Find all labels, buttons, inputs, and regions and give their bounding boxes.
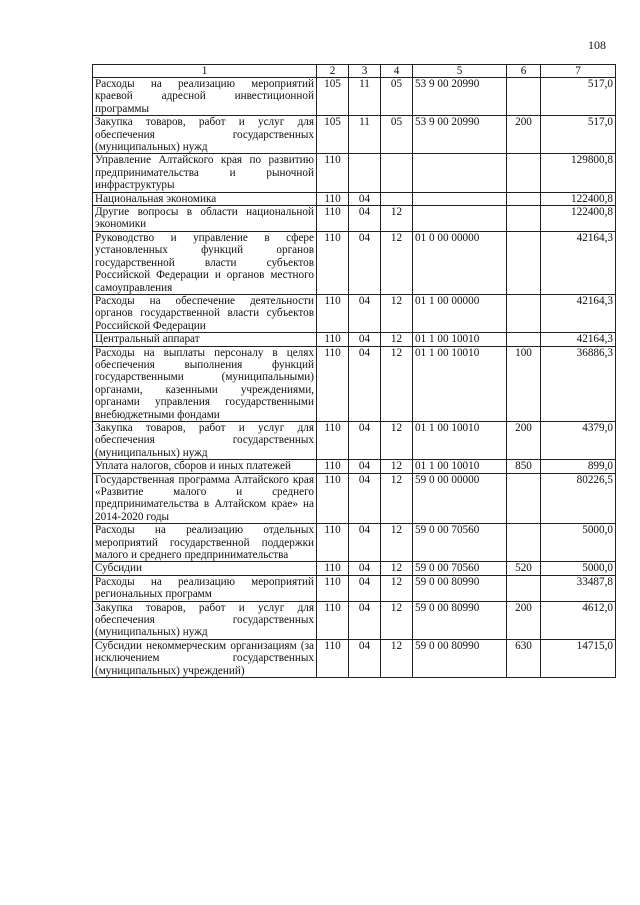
row-name-cell: Управление Алтайского края по развитию предпринимательства и рыночной инфраструктуры (93, 154, 317, 192)
row-section-cell: 04 (349, 460, 381, 473)
row-amount-cell: 14715,0 (541, 639, 616, 677)
row-amount-cell: 5000,0 (541, 562, 616, 575)
row-section-cell: 04 (349, 639, 381, 677)
row-section-cell: 04 (349, 562, 381, 575)
row-target-code-cell: 53 9 00 20990 (413, 116, 507, 154)
row-name-cell: Закупка товаров, работ и услуг для обеспечения государственных (муниципальных) нужд (93, 421, 317, 459)
row-amount-cell: 4612,0 (541, 601, 616, 639)
row-subsection-cell: 12 (381, 294, 413, 332)
table-row (93, 192, 616, 205)
row-target-code-cell (413, 192, 507, 205)
row-name-cell: Уплата налогов, сборов и иных платежей (93, 460, 317, 473)
row-name-cell: Расходы на реализацию отдельных мероприятий государственной поддержки малого и среднего предпринимательства (93, 524, 317, 562)
row-target-code-cell: 01 1 00 10010 (413, 460, 507, 473)
header-col-1: 1 (93, 65, 317, 78)
table-row (93, 206, 616, 232)
row-subsection-cell: 12 (381, 346, 413, 421)
row-section-cell: 04 (349, 333, 381, 346)
page-number: 108 (588, 38, 606, 52)
row-name-cell: Другие вопросы в области национальной экономики (93, 206, 317, 232)
row-expense-type-cell (507, 231, 541, 294)
table-row (93, 524, 616, 562)
row-expense-type-cell (507, 575, 541, 601)
row-section-cell: 04 (349, 421, 381, 459)
budget-table (92, 64, 616, 678)
row-subsection-cell: 12 (381, 562, 413, 575)
header-col-6: 6 (507, 65, 541, 78)
row-section-cell: 04 (349, 294, 381, 332)
header-col-2: 2 (317, 65, 349, 78)
row-expense-type-cell (507, 78, 541, 116)
row-section-cell: 11 (349, 78, 381, 116)
row-target-code-cell: 01 1 00 10010 (413, 333, 507, 346)
row-amount-cell: 517,0 (541, 116, 616, 154)
row-section-cell: 04 (349, 231, 381, 294)
row-subsection-cell (381, 192, 413, 205)
row-section-cell: 04 (349, 346, 381, 421)
row-subsection-cell: 12 (381, 473, 413, 524)
row-name-cell: Субсидии (93, 562, 317, 575)
row-expense-type-cell (507, 192, 541, 205)
row-name-cell: Расходы на выплаты персоналу в целях обеспечения выполнения функций государственными (муниципальными) органами, казенными учреждениями, органами управления государственными внебюджетными фондами (93, 346, 317, 421)
row-name-cell: Национальная экономика (93, 192, 317, 205)
row-target-code-cell: 53 9 00 20990 (413, 78, 507, 116)
row-subsection-cell: 12 (381, 206, 413, 232)
row-target-code-cell: 01 1 00 00000 (413, 294, 507, 332)
row-expense-type-cell: 200 (507, 601, 541, 639)
row-target-code-cell: 59 0 00 00000 (413, 473, 507, 524)
row-admin-code-cell: 110 (317, 333, 349, 346)
row-subsection-cell: 12 (381, 231, 413, 294)
row-expense-type-cell (507, 473, 541, 524)
table-row (93, 473, 616, 524)
row-admin-code-cell: 110 (317, 154, 349, 192)
row-name-cell: Руководство и управление в сфере установленных функций органов государственной власти субъектов Российской Федерации и органов местного самоуправления (93, 231, 317, 294)
row-amount-cell: 36886,3 (541, 346, 616, 421)
row-name-cell: Закупка товаров, работ и услуг для обеспечения государственных (муниципальных) нужд (93, 116, 317, 154)
row-admin-code-cell: 110 (317, 473, 349, 524)
table-header-row (93, 65, 616, 78)
row-subsection-cell: 05 (381, 78, 413, 116)
row-subsection-cell: 12 (381, 575, 413, 601)
row-admin-code-cell: 110 (317, 575, 349, 601)
row-admin-code-cell: 110 (317, 421, 349, 459)
table-row (93, 639, 616, 677)
row-target-code-cell: 59 0 00 80990 (413, 639, 507, 677)
row-target-code-cell (413, 154, 507, 192)
row-admin-code-cell: 110 (317, 192, 349, 205)
header-col-3: 3 (349, 65, 381, 78)
row-section-cell: 04 (349, 524, 381, 562)
table-row (93, 116, 616, 154)
row-section-cell: 04 (349, 192, 381, 205)
row-amount-cell: 4379,0 (541, 421, 616, 459)
header-col-4: 4 (381, 65, 413, 78)
row-target-code-cell: 01 1 00 10010 (413, 346, 507, 421)
row-name-cell: Расходы на обеспечение деятельности органов государственной власти субъектов Российской Федерации (93, 294, 317, 332)
table-row (93, 460, 616, 473)
row-subsection-cell: 12 (381, 524, 413, 562)
row-expense-type-cell (507, 524, 541, 562)
row-admin-code-cell: 110 (317, 460, 349, 473)
row-amount-cell: 129800,8 (541, 154, 616, 192)
row-expense-type-cell: 630 (507, 639, 541, 677)
row-name-cell: Расходы на реализацию мероприятий краевой адресной инвестиционной программы (93, 78, 317, 116)
row-target-code-cell: 01 1 00 10010 (413, 421, 507, 459)
row-admin-code-cell: 110 (317, 639, 349, 677)
row-expense-type-cell (507, 154, 541, 192)
row-admin-code-cell: 110 (317, 346, 349, 421)
row-section-cell: 04 (349, 575, 381, 601)
row-target-code-cell: 59 0 00 70560 (413, 562, 507, 575)
row-amount-cell: 80226,5 (541, 473, 616, 524)
row-admin-code-cell: 110 (317, 524, 349, 562)
row-name-cell: Субсидии некоммерческим организациям (за исключением государственных (муниципальных) учреждений) (93, 639, 317, 677)
table-row (93, 346, 616, 421)
row-section-cell: 04 (349, 206, 381, 232)
row-admin-code-cell: 110 (317, 231, 349, 294)
row-admin-code-cell: 110 (317, 601, 349, 639)
row-name-cell: Государственная программа Алтайского края «Развитие малого и среднего предпринимательства в Алтайском крае» на 2014-2020 годы (93, 473, 317, 524)
table-row (93, 294, 616, 332)
row-expense-type-cell: 100 (507, 346, 541, 421)
table-row (93, 562, 616, 575)
row-subsection-cell: 12 (381, 639, 413, 677)
row-subsection-cell: 05 (381, 116, 413, 154)
row-amount-cell: 42164,3 (541, 294, 616, 332)
row-amount-cell: 5000,0 (541, 524, 616, 562)
row-expense-type-cell: 850 (507, 460, 541, 473)
row-section-cell: 04 (349, 601, 381, 639)
row-expense-type-cell (507, 333, 541, 346)
table-row (93, 231, 616, 294)
row-target-code-cell: 59 0 00 80990 (413, 575, 507, 601)
row-amount-cell: 122400,8 (541, 192, 616, 205)
row-expense-type-cell: 200 (507, 421, 541, 459)
row-admin-code-cell: 110 (317, 294, 349, 332)
row-expense-type-cell (507, 206, 541, 232)
row-amount-cell: 33487,8 (541, 575, 616, 601)
row-section-cell: 04 (349, 473, 381, 524)
row-subsection-cell: 12 (381, 601, 413, 639)
row-subsection-cell: 12 (381, 333, 413, 346)
row-expense-type-cell: 200 (507, 116, 541, 154)
row-amount-cell: 122400,8 (541, 206, 616, 232)
row-amount-cell: 517,0 (541, 78, 616, 116)
row-expense-type-cell (507, 294, 541, 332)
row-section-cell (349, 154, 381, 192)
table-row (93, 333, 616, 346)
header-col-7: 7 (541, 65, 616, 78)
row-amount-cell: 42164,3 (541, 231, 616, 294)
table-row (93, 601, 616, 639)
row-name-cell: Расходы на реализацию мероприятий региональных программ (93, 575, 317, 601)
table-row (93, 78, 616, 116)
row-section-cell: 11 (349, 116, 381, 154)
table-row (93, 575, 616, 601)
row-target-code-cell: 59 0 00 80990 (413, 601, 507, 639)
table-row (93, 421, 616, 459)
row-admin-code-cell: 110 (317, 562, 349, 575)
row-subsection-cell (381, 154, 413, 192)
row-amount-cell: 42164,3 (541, 333, 616, 346)
row-expense-type-cell: 520 (507, 562, 541, 575)
row-admin-code-cell: 110 (317, 206, 349, 232)
row-subsection-cell: 12 (381, 460, 413, 473)
row-name-cell: Закупка товаров, работ и услуг для обеспечения государственных (муниципальных) нужд (93, 601, 317, 639)
row-target-code-cell: 01 0 00 00000 (413, 231, 507, 294)
header-col-5: 5 (413, 65, 507, 78)
row-target-code-cell (413, 206, 507, 232)
row-admin-code-cell: 105 (317, 78, 349, 116)
row-name-cell: Центральный аппарат (93, 333, 317, 346)
row-amount-cell: 899,0 (541, 460, 616, 473)
row-admin-code-cell: 105 (317, 116, 349, 154)
row-subsection-cell: 12 (381, 421, 413, 459)
row-target-code-cell: 59 0 00 70560 (413, 524, 507, 562)
table-row (93, 154, 616, 192)
